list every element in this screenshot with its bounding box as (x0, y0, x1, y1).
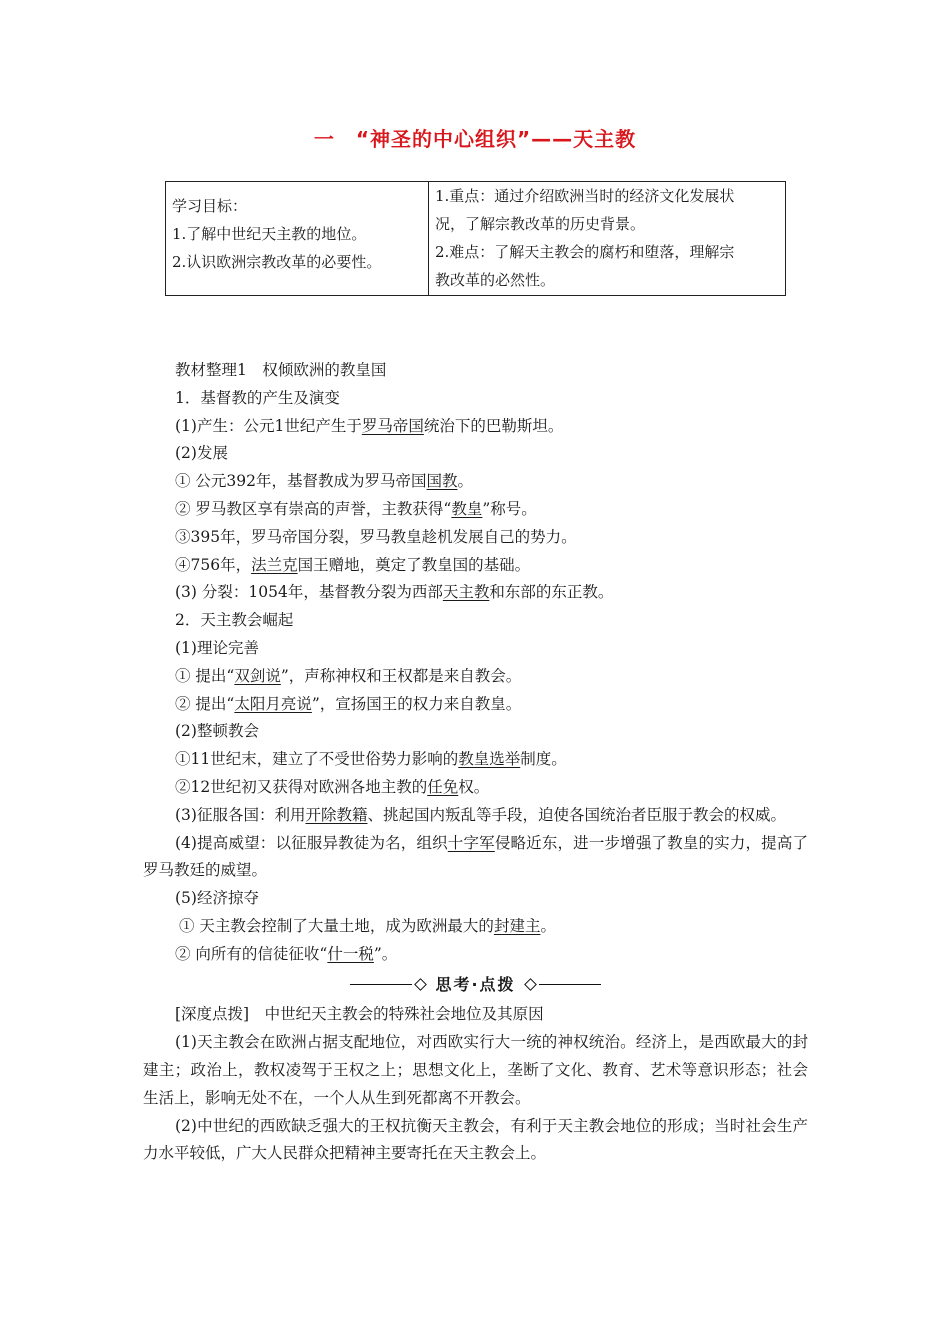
goals-right-line: 2.难点：了解天主教会的腐朽和堕落，理解宗 (435, 243, 735, 261)
answer-blank: 双剑说 (234, 666, 281, 685)
answer-blank: 教皇选举 (458, 750, 521, 769)
section-divider (143, 971, 808, 999)
paragraph: (2)整顿教会 (175, 722, 259, 741)
answer-blank: 开除教籍 (305, 805, 368, 824)
divider-line (350, 984, 412, 985)
diamond-icon (415, 978, 428, 991)
answer-blank: 法兰克 (251, 555, 298, 574)
paragraph: (3) 分裂：1054年，基督教分裂为西部天主教和东部的东正教。 (175, 583, 614, 602)
answer-blank: 什一税 (327, 944, 374, 963)
paragraph: (3)征服各国：利用开除教籍、挑起国内叛乱等手段，迫使各国统治者臣服于教会的权威。 (175, 805, 786, 824)
answer-blank: 任免 (427, 777, 459, 796)
paragraph: (1)理论完善 (175, 638, 259, 657)
paragraph: (5)经济掠夺 (175, 889, 259, 908)
section-heading: [深度点拨] 中世纪天主教会的特殊社会地位及其原因 (175, 1005, 544, 1024)
goals-cell-right (429, 182, 786, 296)
answer-blank: 罗马帝国 (361, 416, 424, 435)
paragraph: (1)天主教会在欧洲占据支配地位，对西欧实行大一统的神权统治。经济上，是西欧最大的封建主；政治上，教权凌驾于王权之上；思想文化上，垄断了文化、教育、艺术等意识形态；社会生活上，影响无处不在，一个人从生到死都离不开教会。 (143, 1033, 808, 1107)
paragraph: ④756年，法兰克国王赠地，奠定了教皇国的基础。 (175, 555, 531, 574)
goals-right-line: 1.重点：通过介绍欧洲当时的经济文化发展状 (435, 187, 735, 205)
paragraph: ① 提出“双剑说”，声称神权和王权都是来自教会。 (175, 666, 522, 685)
page-title: 一 “神圣的中心组织”——天主教 (313, 127, 637, 151)
paragraph: ① 公元392年，基督教成为罗马帝国国教。 (175, 472, 474, 491)
paragraph: (2)中世纪的西欧缺乏强大的王权抗衡天主教会，有利于天主教会地位的形成；当时社会生产力水平较低，广大人民群众把精神主要寄托在天主教会上。 (143, 1116, 808, 1163)
answer-blank: 十字军 (447, 833, 495, 852)
goals-cell-left (166, 182, 429, 296)
paragraph: ①11世纪末，建立了不受世俗势力影响的教皇选举制度。 (175, 750, 567, 769)
section-heading: 教材整理1 权倾欧洲的教皇国 (175, 361, 387, 379)
paragraph: (4)提高威望：以征服异教徒为名，组织十字军侵略近东，进一步增强了教皇的实力，提高了罗马教廷的威望。 (143, 833, 808, 880)
main-content (143, 357, 808, 1168)
subheading: 1．基督教的产生及演变 (175, 388, 340, 407)
divider-line (539, 984, 601, 985)
answer-blank: 教皇 (451, 499, 483, 518)
paragraph: ① 天主教会控制了大量土地，成为欧洲最大的封建主。 (179, 916, 556, 935)
answer-blank: 国教 (426, 472, 458, 491)
divider-label: 思考·点拨 (435, 974, 516, 994)
paragraph: ②12世纪初又获得对欧洲各地主教的任免权。 (175, 777, 490, 796)
paragraph: ② 罗马教区享有崇高的声誉，主教获得“教皇”称号。 (175, 499, 537, 518)
goals-left-line: 2.认识欧洲宗教改革的必要性。 (172, 253, 382, 271)
answer-blank: 天主教 (442, 583, 490, 602)
goals-left-line: 1.了解中世纪天主教的地位。 (172, 225, 367, 243)
learning-goals-table (165, 181, 786, 296)
goals-left-line: 学习目标： (172, 197, 248, 215)
diamond-icon (524, 978, 537, 991)
paragraph: ③395年，罗马帝国分裂，罗马教皇趁机发展自己的势力。 (175, 527, 577, 546)
subheading: 2．天主教会崛起 (175, 611, 294, 630)
paragraph: ② 提出“太阳月亮说”，宣扬国王的权力来自教皇。 (175, 694, 522, 713)
paragraph: ② 向所有的信徒征收“什一税”。 (175, 944, 398, 963)
goals-right-line: 况，了解宗教改革的历史背景。 (435, 215, 646, 233)
goals-right-line: 教改革的必然性。 (435, 271, 556, 289)
paragraph: (2)发展 (175, 444, 228, 463)
answer-blank: 封建主 (493, 916, 541, 935)
answer-blank: 太阳月亮说 (234, 694, 312, 713)
paragraph: (1)产生：公元1世纪产生于罗马帝国统治下的巴勒斯坦。 (175, 416, 564, 435)
